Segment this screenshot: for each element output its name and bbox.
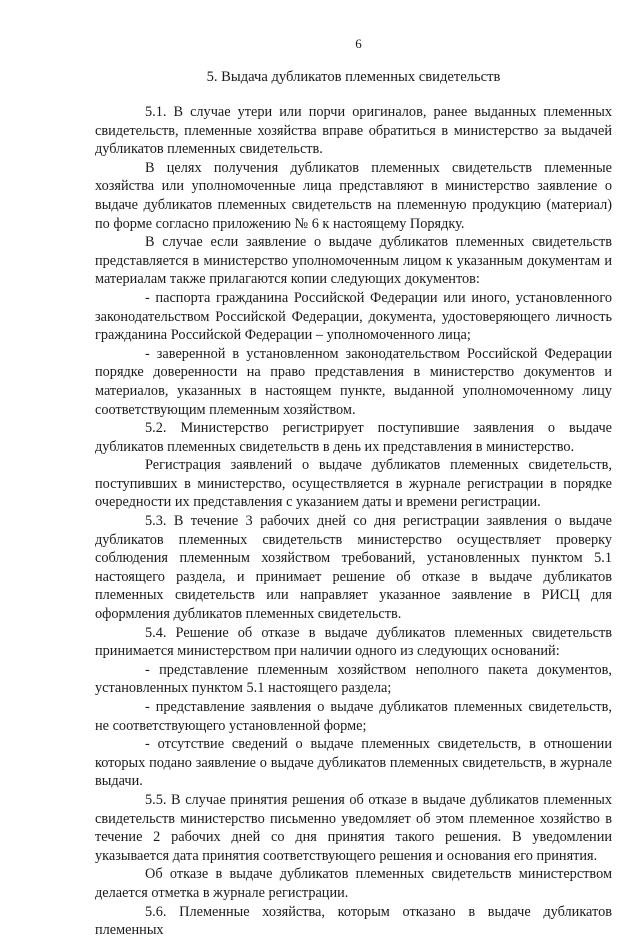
list-item-passport: - паспорта гражданина Российской Федерации или иного, установленного законодательством Российской Федерации, документа, удостоверяющего личность гражданина Российской Федерации – уполномоченного лица; xyxy=(95,289,612,344)
paragraph-registration: Регистрация заявлений о выдаче дубликатов племенных свидетельств, поступивших в министерство, осуществляется в журнале регистрации в порядке очередности их представления с указанием даты и времени регистрации. xyxy=(95,457,612,511)
list-item-power-of-attorney: - заверенной в установленном законодательством Российской Федерации порядке доверенности на право представления в министерство документов и материалов, указанных в настоящем пункте, выданной уполномоченному лицу соответствующим племенным хозяйством. xyxy=(95,345,612,418)
paragraph-5-1: 5.1. В случае утери или порчи оригиналов, ранее выданных племенных свидетельств, племенные хозяйства вправе обратиться в министерство за выдачей дубликатов племенных свидетельств. xyxy=(95,104,612,158)
paragraph-refusal-note: Об отказе в выдаче дубликатов племенных свидетельств министерством делается отметка в журнале регистрации. xyxy=(95,866,612,901)
paragraph-5-5: 5.5. В случае принятия решения об отказе в выдаче дубликатов племенных свидетельств министерство письменно уведомляет об этом племенное хозяйство в течение 2 рабочих дней со дня принятия такого решения. В уведомлении указывается дата принятия соответствующего решения и основания его принятия. xyxy=(95,791,612,864)
paragraph-5-6: 5.6. Племенные хозяйства, которым отказано в выдаче дубликатов племенных xyxy=(95,903,612,939)
list-item-incomplete-package: - представление племенным хозяйством неполного пакета документов, установленных пунктом 5.1 настоящего раздела; xyxy=(95,661,612,697)
paragraph-obtaining-duplicates: В целях получения дубликатов племенных свидетельств племенные хозяйства или уполномоченные лица представляют в министерство заявление о выдаче дубликатов племенных свидетельств на племенную продукцию (материал) по форме согласно приложению № 6 к настоящему Порядку. xyxy=(95,159,612,232)
paragraph-5-3: 5.3. В течение 3 рабочих дней со дня регистрации заявления о выдаче дубликатов племенных свидетельств министерство осуществляет проверку соблюдения племенным хозяйством требований, установленных пунктом 5.1 настоящего раздела, и принимает решение об отказе в выдаче дубликатов племенных свидетельств или направляет указанное заявление в РИСЦ для оформления дубликатов племенных свидетельств. xyxy=(95,513,612,623)
paragraph-5-2: 5.2. Министерство регистрирует поступившие заявления о выдаче дубликатов племенных свидетельств в день их представления в министерство. xyxy=(95,420,612,455)
paragraph-5-4: 5.4. Решение об отказе в выдаче дубликатов племенных свидетельств принимается министерством при наличии одного из следующих оснований: xyxy=(95,624,612,660)
list-item-no-records: - отсутствие сведений о выдаче племенных свидетельств, в отношении которых подано заявление о выдаче дубликатов племенных свидетельств, в журнале выдачи. xyxy=(95,736,612,790)
page-number: 6 xyxy=(355,36,362,51)
paragraph-authorized-person: В случае если заявление о выдаче дубликатов племенных свидетельств представляется в министерство уполномоченным лицом к указанным документам и материалам также прилагаются копии следующих документов: xyxy=(95,234,612,288)
list-item-wrong-form: - представление заявления о выдаче дубликатов племенных свидетельств, не соответствующего установленной форме; xyxy=(95,699,612,734)
section-title: 5. Выдача дубликатов племенных свидетельств xyxy=(206,69,501,85)
